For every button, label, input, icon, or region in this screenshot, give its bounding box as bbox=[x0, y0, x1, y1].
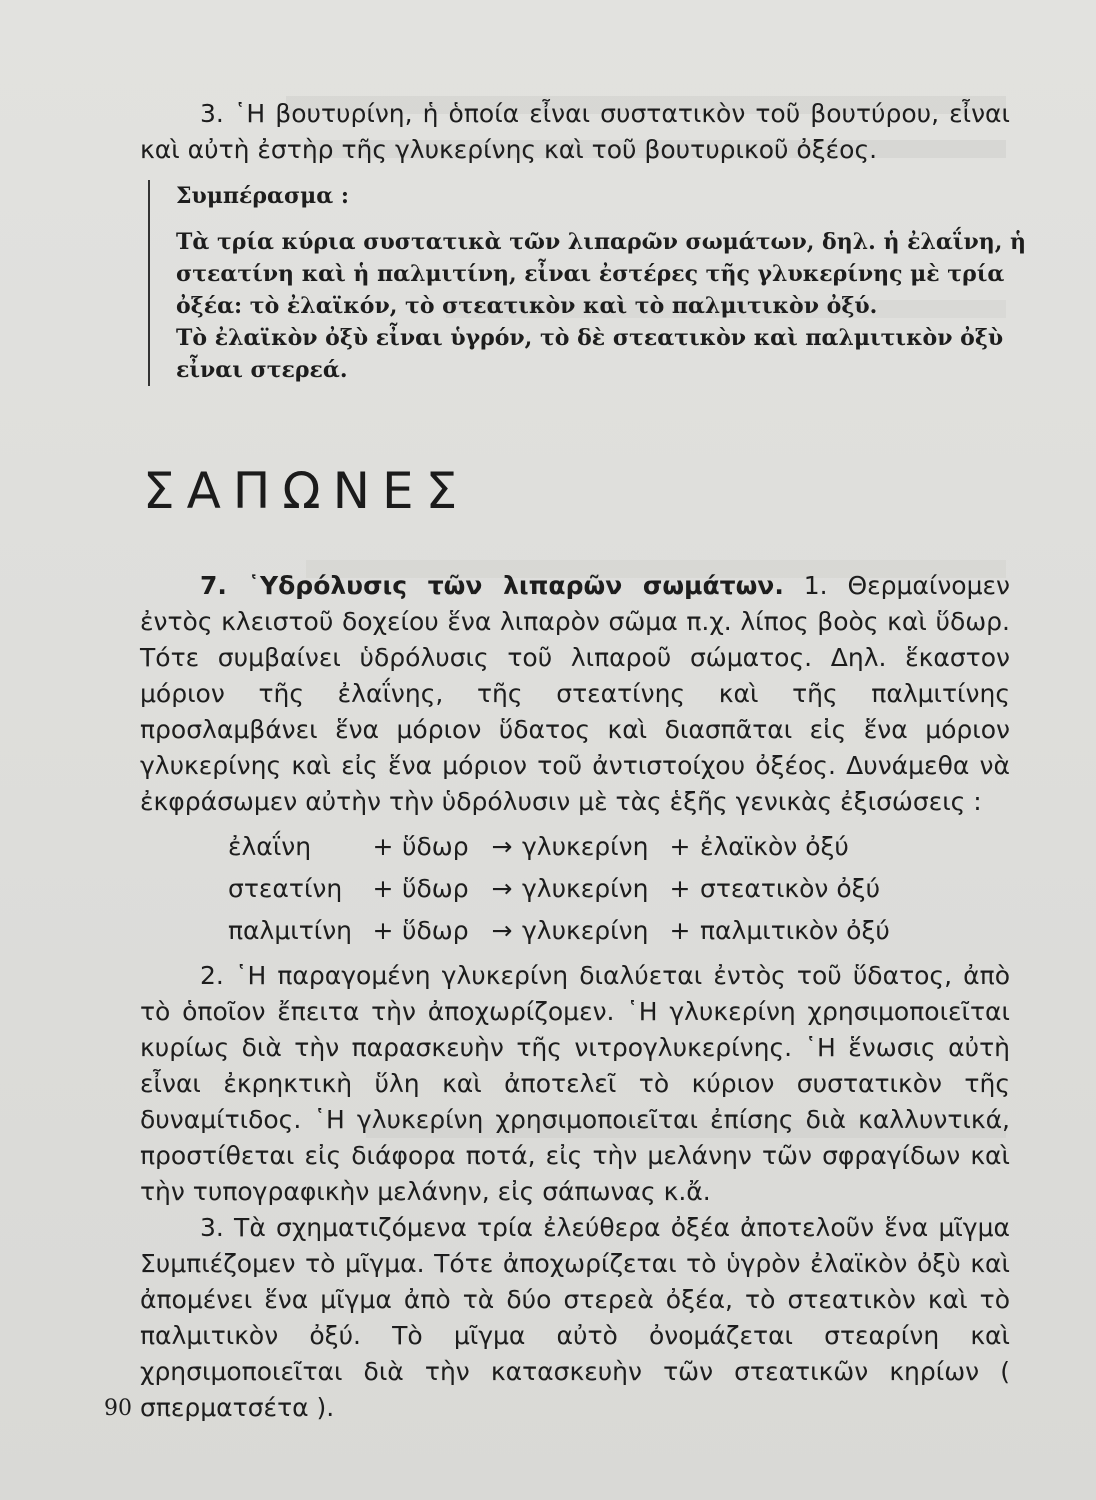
equation-glycerin: γλυκερίνη bbox=[522, 874, 649, 903]
paragraph-butyrin: 3. ῾Η βουτυρίνη, ἡ ὁποία εἶναι συστατικὸν τοῦ βουτύρου, εἶναι καὶ αὐτὴ ἐστὴρ τῆς γλυκερίνης καὶ τοῦ βουτυρικοῦ ὀξέος. bbox=[140, 99, 1010, 164]
equation-ester: στεατίνη bbox=[228, 874, 343, 903]
equation-plus: + bbox=[669, 832, 691, 861]
equation-glycerin: γλυκερίνη bbox=[522, 916, 649, 945]
equation-row bbox=[228, 868, 928, 910]
equation-arrow: → bbox=[491, 874, 513, 903]
equation-water: ὕδωρ bbox=[402, 874, 469, 903]
paragraph-stearin: 3. Τὰ σχηματιζόμενα τρία ἐλεύθερα ὀξέα ἀποτελοῦν ἕνα μῖγμα Συμπιέζομεν τὸ μῖγμα. Τότε ἀποχωρίζεται τὸ ὑγρὸν ἐλαϊκὸν ὀξὺ καὶ ἀπομένει ἕνα μῖγμα ἀπὸ τὰ δύο στερεὰ ὀξέα, τὸ στεατικὸν καὶ τὸ παλμιτικὸν ὀξύ. Τὸ μῖγμα αὐτὸ ὀνομάζεται στεαρίνη καὶ χρησιμοποιεῖται διὰ τὴν κατασκευὴν τῶν στεατικῶν κηρίων ( σπερματσέτα ). bbox=[140, 1213, 1010, 1422]
section-heading: ΣΑΠΩΝΕΣ bbox=[143, 462, 470, 520]
equation-acid: παλμιτικὸν ὀξύ bbox=[700, 916, 890, 945]
equation-plus: + bbox=[669, 916, 691, 945]
equations-table bbox=[228, 826, 928, 952]
paragraph-glycerin: 2. ῾Η παραγομένη γλυκερίνη διαλύεται ἐντὸς τοῦ ὕδατος, ἀπὸ τὸ ὁποῖον ἔπειτα τὴν ἀποχωρίζομεν. ῾Η γλυκερίνη χρησιμοποιεῖται κυρίως διὰ τὴν παρασκευὴν τῆς νιτρογλυκερίνης. ῾Η ἕνωσις αὐτὴ εἶναι ἐκρηκτικὴ ὕλη καὶ ἀποτελεῖ τὸ κύριον συστατικὸν τῆς δυναμίτιδος. ῾Η γλυκερίνη χρησιμοποιεῖται ἐπίσης διὰ καλλυντικά, προστίθεται εἰς διάφορα ποτά, εἰς τὴν μελάνην τῶν σφραγίδων καὶ τὴν τυπογραφικὴν μελάνην, εἰς σάπωνας κ.ἄ. bbox=[140, 961, 1010, 1206]
equation-row bbox=[228, 910, 928, 952]
subsection-title: 7. ῾Υδρόλυσις τῶν λιπαρῶν σωμάτων. bbox=[200, 571, 784, 600]
subsection-paragraph bbox=[140, 568, 1010, 820]
equation-water: ὕδωρ bbox=[402, 916, 469, 945]
equation-plus: + bbox=[372, 874, 394, 903]
equation-ester: παλμιτίνη bbox=[228, 916, 353, 945]
equation-water: ὕδωρ bbox=[402, 832, 469, 861]
equation-plus: + bbox=[669, 874, 691, 903]
equation-acid: ἐλαϊκὸν ὀξύ bbox=[700, 832, 849, 861]
equation-acid: στεατικὸν ὀξύ bbox=[700, 874, 881, 903]
equation-ester: ἐλαΐνη bbox=[228, 832, 312, 861]
equation-arrow: → bbox=[491, 916, 513, 945]
summary-text-2: Τὸ ἐλαϊκὸν ὀξὺ εἶναι ὑγρόν, τὸ δὲ στεατικὸν καὶ παλμιτικὸν ὀξὺ εἶναι στερεά. bbox=[176, 325, 1004, 383]
equation-row bbox=[228, 826, 928, 868]
equation-arrow: → bbox=[491, 832, 513, 861]
subsection-text: 1. Θερμαίνομεν ἐντὸς κλειστοῦ δοχείου ἕνα λιπαρὸν σῶμα π.χ. λίπος βοὸς καὶ ὕδωρ. Τότε συμβαίνει ὑδρόλυσις τοῦ λιπαροῦ σώματος. Δηλ. ἕκαστον μόριον τῆς ἐλαΐνης, τῆς στεατίνης καὶ τῆς παλμιτίνης προσλαμβάνει ἕνα μόριον ὕδατος καὶ διασπᾶται εἰς ἕνα μόριον γλυκερίνης καὶ εἰς ἕνα μόριον τοῦ ἀντιστοίχου ὀξέος. Δυνάμεθα νὰ ἐκφράσωμεν αὐτὴν τὴν ὑδρόλυσιν μὲ τὰς ἑξῆς γενικὰς ἐξισώσεις : bbox=[140, 571, 1010, 816]
equation-glycerin: γλυκερίνη bbox=[522, 832, 649, 861]
equation-plus: + bbox=[372, 916, 394, 945]
summary-box bbox=[148, 180, 1036, 386]
summary-label: Συμπέρασμα : bbox=[176, 183, 349, 209]
page-number: 90 bbox=[104, 1396, 132, 1421]
equation-plus: + bbox=[372, 832, 394, 861]
summary-text-1: Τὰ τρία κύρια συστατικὰ τῶν λιπαρῶν σωμάτων, δηλ. ἡ ἐλαΐνη, ἡ στεατίνη καὶ ἡ παλμιτίνη, εἶναι ἐστέρες τῆς γλυκερίνης μὲ τρία ὀξέα: τὸ ἐλαϊκόν, τὸ στεατικὸν καὶ τὸ παλμιτικὸν ὀξύ. bbox=[176, 229, 1027, 319]
